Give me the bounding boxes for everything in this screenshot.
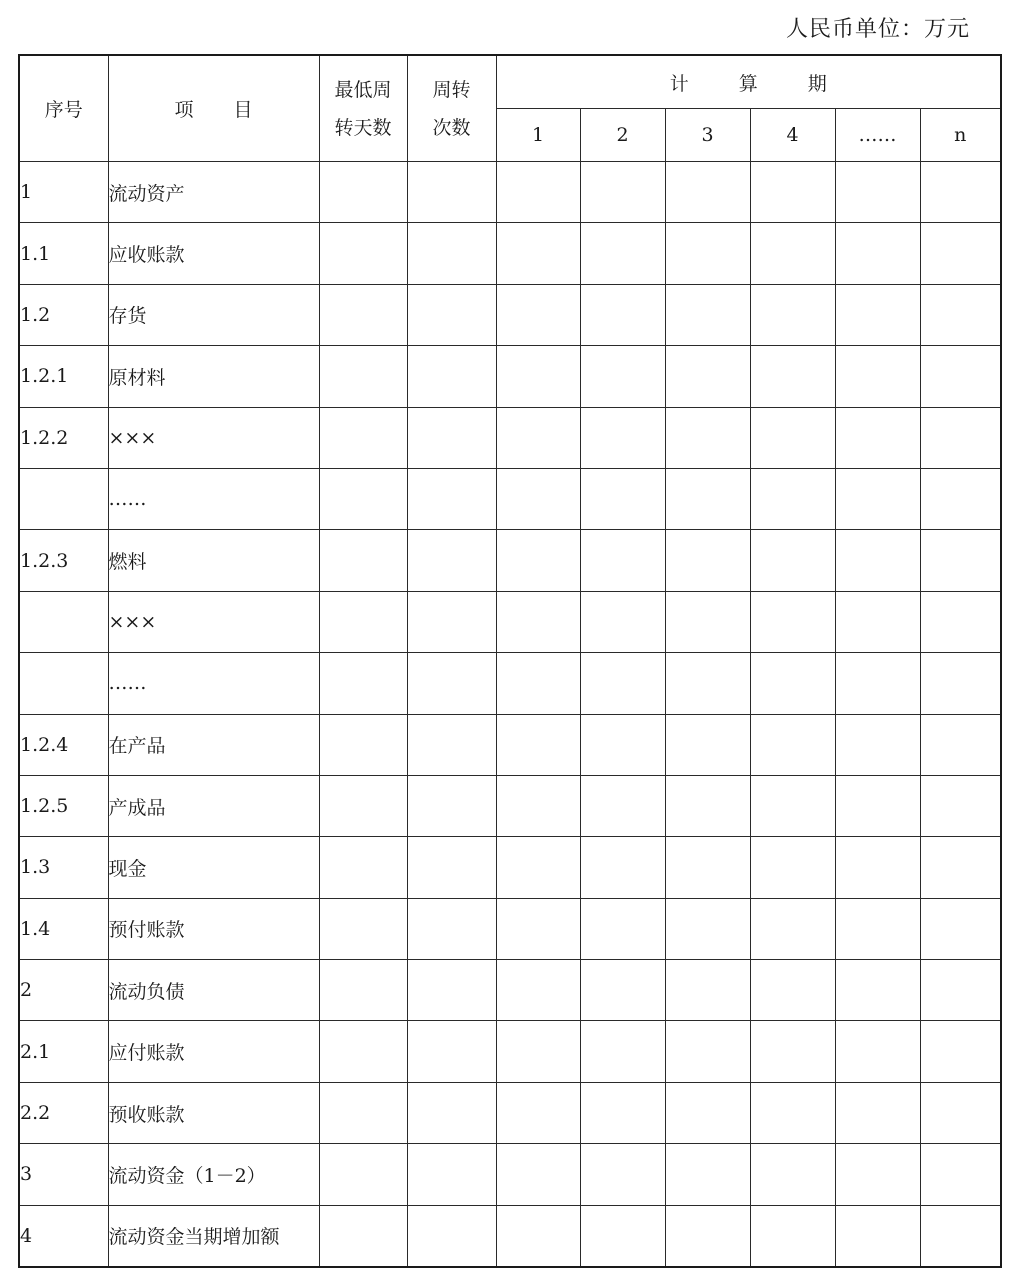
row-seq: 2: [19, 960, 108, 1021]
empty-cell: [319, 591, 407, 652]
empty-cell: [835, 898, 920, 959]
empty-cell: [407, 1144, 496, 1205]
empty-cell: [665, 898, 750, 959]
table-row: [19, 223, 1001, 284]
empty-cell: [835, 468, 920, 529]
table-row: [19, 714, 1001, 775]
empty-cell: [665, 837, 750, 898]
empty-cell: [319, 284, 407, 345]
empty-cell: [580, 223, 665, 284]
row-seq: [19, 591, 108, 652]
empty-cell: [665, 284, 750, 345]
table-row: [19, 1021, 1001, 1082]
empty-cell: [496, 1082, 580, 1143]
empty-cell: [580, 284, 665, 345]
empty-cell: [496, 284, 580, 345]
table-row: [19, 837, 1001, 898]
row-item: 流动资金（1－2）: [108, 1144, 319, 1205]
row-seq: 1.1: [19, 223, 108, 284]
empty-cell: [496, 653, 580, 714]
empty-cell: [835, 346, 920, 407]
empty-cell: [750, 223, 835, 284]
empty-cell: [407, 653, 496, 714]
row-seq: 1.3: [19, 837, 108, 898]
empty-cell: [496, 223, 580, 284]
empty-cell: [750, 960, 835, 1021]
empty-cell: [319, 714, 407, 775]
empty-cell: [665, 346, 750, 407]
empty-cell: [319, 468, 407, 529]
row-seq: 1.2.3: [19, 530, 108, 591]
empty-cell: [835, 1144, 920, 1205]
table-row: [19, 898, 1001, 959]
empty-cell: [407, 898, 496, 959]
empty-cell: [835, 284, 920, 345]
empty-cell: [580, 653, 665, 714]
empty-cell: [920, 898, 1001, 959]
empty-cell: [496, 591, 580, 652]
empty-cell: [920, 837, 1001, 898]
empty-cell: [407, 591, 496, 652]
empty-cell: [496, 898, 580, 959]
table-row: [19, 346, 1001, 407]
empty-cell: [920, 714, 1001, 775]
row-seq: 3: [19, 1144, 108, 1205]
empty-cell: [920, 223, 1001, 284]
empty-cell: [496, 1021, 580, 1082]
empty-cell: [665, 714, 750, 775]
empty-cell: [920, 1021, 1001, 1082]
empty-cell: [496, 468, 580, 529]
empty-cell: [920, 468, 1001, 529]
empty-cell: [750, 1144, 835, 1205]
empty-cell: [319, 530, 407, 591]
empty-cell: [835, 1205, 920, 1266]
empty-cell: [665, 407, 750, 468]
empty-cell: [580, 898, 665, 959]
empty-cell: [319, 1144, 407, 1205]
empty-cell: [665, 775, 750, 836]
empty-cell: [835, 653, 920, 714]
empty-cell: [750, 407, 835, 468]
empty-cell: [580, 468, 665, 529]
empty-cell: [835, 714, 920, 775]
empty-cell: [665, 591, 750, 652]
empty-cell: [319, 346, 407, 407]
empty-cell: [920, 591, 1001, 652]
table-row: [19, 407, 1001, 468]
empty-cell: [750, 591, 835, 652]
table-row: [19, 591, 1001, 652]
row-item: 流动资产: [108, 162, 319, 223]
empty-cell: [665, 223, 750, 284]
empty-cell: [496, 775, 580, 836]
empty-cell: [920, 1082, 1001, 1143]
row-item: 流动负债: [108, 960, 319, 1021]
empty-cell: [835, 837, 920, 898]
row-seq: 1.2.1: [19, 346, 108, 407]
empty-cell: [580, 162, 665, 223]
empty-cell: [665, 162, 750, 223]
empty-cell: [496, 714, 580, 775]
empty-cell: [580, 591, 665, 652]
empty-cell: [407, 1205, 496, 1266]
table-row: [19, 1144, 1001, 1205]
empty-cell: [580, 837, 665, 898]
empty-cell: [920, 407, 1001, 468]
empty-cell: [319, 837, 407, 898]
empty-cell: [750, 1205, 835, 1266]
row-item: 预收账款: [108, 1082, 319, 1143]
empty-cell: [920, 346, 1001, 407]
period-col-4: 4: [750, 109, 835, 162]
empty-cell: [835, 591, 920, 652]
empty-cell: [750, 284, 835, 345]
empty-cell: [835, 1021, 920, 1082]
header-seq: 序号: [19, 55, 108, 162]
empty-cell: [496, 837, 580, 898]
empty-cell: [496, 1205, 580, 1266]
row-item: ×××: [108, 407, 319, 468]
row-seq: 2.1: [19, 1021, 108, 1082]
empty-cell: [319, 1021, 407, 1082]
empty-cell: [920, 530, 1001, 591]
empty-cell: [665, 653, 750, 714]
period-col-n: n: [920, 109, 1001, 162]
period-col-3: 3: [665, 109, 750, 162]
row-item: 现金: [108, 837, 319, 898]
empty-cell: [407, 284, 496, 345]
empty-cell: [750, 837, 835, 898]
empty-cell: [920, 1205, 1001, 1266]
empty-cell: [407, 468, 496, 529]
empty-cell: [319, 162, 407, 223]
empty-cell: [580, 714, 665, 775]
empty-cell: [665, 468, 750, 529]
table-row: [19, 775, 1001, 836]
empty-cell: [835, 223, 920, 284]
empty-cell: [750, 1021, 835, 1082]
empty-cell: [496, 960, 580, 1021]
row-item: 原材料: [108, 346, 319, 407]
header-turnover-count: 周转 次数: [407, 55, 496, 162]
empty-cell: [665, 960, 750, 1021]
empty-cell: [496, 407, 580, 468]
empty-cell: [665, 1021, 750, 1082]
empty-cell: [750, 653, 835, 714]
row-seq: 1: [19, 162, 108, 223]
row-item: 产成品: [108, 775, 319, 836]
empty-cell: [835, 407, 920, 468]
empty-cell: [750, 162, 835, 223]
header-min-turnover-days: 最低周 转天数: [319, 55, 407, 162]
empty-cell: [920, 775, 1001, 836]
empty-cell: [835, 1082, 920, 1143]
table-row: [19, 530, 1001, 591]
empty-cell: [580, 1144, 665, 1205]
row-item: ……: [108, 468, 319, 529]
working-capital-table: [18, 54, 1002, 1268]
row-item: 燃料: [108, 530, 319, 591]
empty-cell: [319, 775, 407, 836]
row-item: 预付账款: [108, 898, 319, 959]
table-row: [19, 653, 1001, 714]
table-row: [19, 1205, 1001, 1266]
empty-cell: [407, 407, 496, 468]
empty-cell: [920, 284, 1001, 345]
period-col-2: 2: [580, 109, 665, 162]
empty-cell: [835, 775, 920, 836]
empty-cell: [750, 468, 835, 529]
empty-cell: [407, 346, 496, 407]
row-item: 在产品: [108, 714, 319, 775]
empty-cell: [407, 837, 496, 898]
table-row: [19, 960, 1001, 1021]
table-body: [19, 162, 1001, 1267]
empty-cell: [407, 960, 496, 1021]
row-seq: [19, 653, 108, 714]
row-seq: 4: [19, 1205, 108, 1266]
empty-cell: [496, 162, 580, 223]
empty-cell: [750, 1082, 835, 1143]
empty-cell: [407, 1082, 496, 1143]
empty-cell: [319, 960, 407, 1021]
table-row: [19, 1082, 1001, 1143]
period-col-1: 1: [496, 109, 580, 162]
row-item: 存货: [108, 284, 319, 345]
row-seq: 1.2.4: [19, 714, 108, 775]
empty-cell: [319, 653, 407, 714]
row-item: ……: [108, 653, 319, 714]
empty-cell: [580, 346, 665, 407]
empty-cell: [750, 714, 835, 775]
table-row: [19, 162, 1001, 223]
row-seq: 1.2.5: [19, 775, 108, 836]
empty-cell: [407, 1021, 496, 1082]
unit-note: 人民币单位：万元: [785, 17, 970, 42]
empty-cell: [580, 407, 665, 468]
row-seq: 1.2: [19, 284, 108, 345]
row-item: ×××: [108, 591, 319, 652]
table-row: [19, 468, 1001, 529]
empty-cell: [407, 223, 496, 284]
row-item: 应收账款: [108, 223, 319, 284]
header-item: 项目: [108, 55, 319, 162]
empty-cell: [920, 162, 1001, 223]
empty-cell: [665, 1082, 750, 1143]
empty-cell: [496, 1144, 580, 1205]
empty-cell: [407, 775, 496, 836]
empty-cell: [750, 530, 835, 591]
row-seq: 1.2.2: [19, 407, 108, 468]
empty-cell: [835, 960, 920, 1021]
empty-cell: [750, 346, 835, 407]
row-seq: [19, 468, 108, 529]
row-item: 流动资金当期增加额: [108, 1205, 319, 1266]
empty-cell: [920, 960, 1001, 1021]
empty-cell: [835, 530, 920, 591]
empty-cell: [580, 1082, 665, 1143]
empty-cell: [496, 346, 580, 407]
empty-cell: [407, 530, 496, 591]
header-calculation-period: 计算期: [496, 55, 1001, 109]
empty-cell: [407, 714, 496, 775]
empty-cell: [319, 1082, 407, 1143]
row-seq: 1.4: [19, 898, 108, 959]
empty-cell: [580, 1205, 665, 1266]
empty-cell: [580, 960, 665, 1021]
empty-cell: [319, 898, 407, 959]
empty-cell: [580, 775, 665, 836]
empty-cell: [319, 407, 407, 468]
period-col-ellipsis: ……: [835, 109, 920, 162]
table-header: [19, 55, 1001, 162]
empty-cell: [319, 223, 407, 284]
empty-cell: [407, 162, 496, 223]
empty-cell: [319, 1205, 407, 1266]
empty-cell: [496, 530, 580, 591]
empty-cell: [750, 775, 835, 836]
table-row: [19, 284, 1001, 345]
empty-cell: [665, 1205, 750, 1266]
empty-cell: [580, 1021, 665, 1082]
row-seq: 2.2: [19, 1082, 108, 1143]
empty-cell: [580, 530, 665, 591]
empty-cell: [835, 162, 920, 223]
empty-cell: [665, 530, 750, 591]
row-item: 应付账款: [108, 1021, 319, 1082]
empty-cell: [665, 1144, 750, 1205]
empty-cell: [750, 898, 835, 959]
empty-cell: [920, 653, 1001, 714]
empty-cell: [920, 1144, 1001, 1205]
